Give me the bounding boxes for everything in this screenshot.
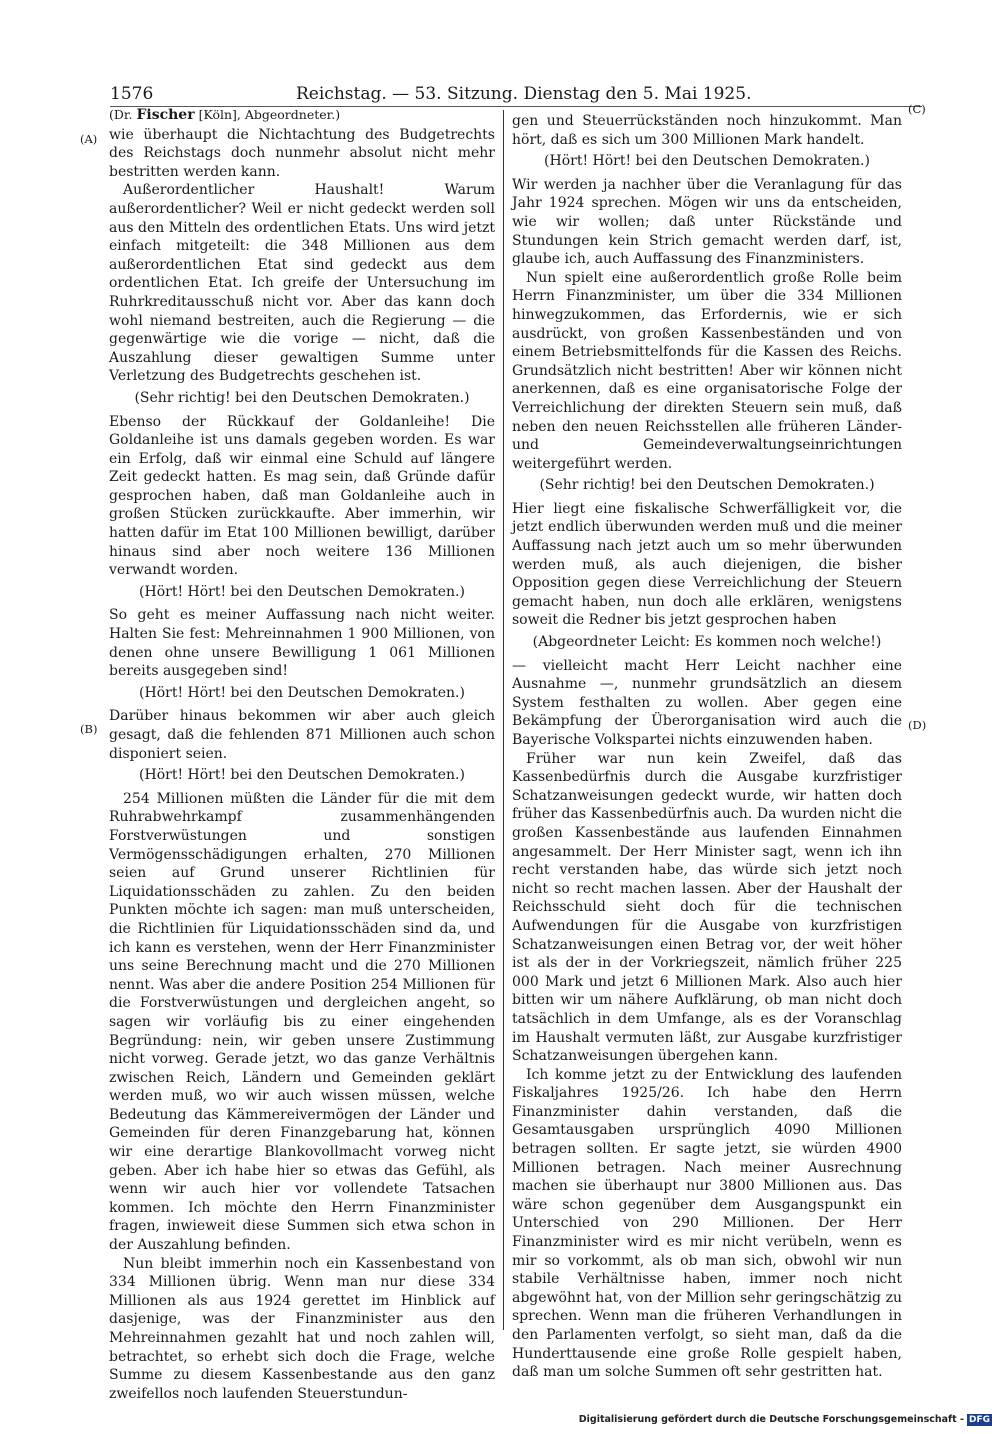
margin-marker-a: (A) — [80, 132, 98, 146]
interjection: (Abgeordneter Leicht: Es kommen noch welche!) — [532, 634, 882, 651]
dfg-logo: DFG — [968, 1415, 990, 1425]
paragraph: Ebenso der Rückkauf der Goldanleihe! Die Goldanleihe ist uns damals gegeben worden. Es war ein Erfolg, daß wir einmal eine Schuld auf längere Zeit gedeckt hatten. Es mag sein, daß Gründe dafür gesprochen haben, daß man Goldanleihe auch in großen Stücken zurückkaufte. Aber immerhin, wir hatten dafür im Etat 100 Millionen bewilligt, darüber hinaus sind aber noch weitere 136 Millionen verwandt worden. — [109, 413, 495, 579]
paragraph: So geht es meiner Auffassung nach nicht weiter. Halten Sie fest: Mehreinnahmen 1 900 Millionen, von denen ohne unsere Bewilligung 1 061 Millionen bereits ausgegeben sind! — [109, 607, 495, 680]
margin-marker-b: (B) — [80, 722, 98, 736]
digitization-credit — [579, 1414, 992, 1426]
credit-text: Digitalisierung gefördert durch die Deutsche Forschungsgemeinschaft - — [578, 1414, 964, 1425]
paragraph: Ich komme jetzt zu der Entwicklung des laufenden Fiskaljahres 1925/26. Ich habe den Herrn Finanzminister dahin verstanden, daß die Gesamtausgaben ursprünglich 4090 Millionen betragen sollten. Er sagte jetzt, sie würden 4900 Millionen betragen. Nach meiner Ausrechnung machen sie überhaupt nur 3800 Millionen aus. Das wäre schon gegenüber dem Ausgangspunkt ein Unterschied von 290 Millionen. Der Herr Finanzminister wird es mir nicht verübeln, wenn es mir so vorkommt, als ob man sich, obwohl wir nun stabile Verhältnisse haben, immer noch nicht abgewöhnt hat, von der Million sehr geringschätzig zu sprechen. Wenn man die früheren Verhandlungen in den Parlamenten verfolgt, so sieht man, daß da die Hunderttausende eine große Rolle gespielt haben, daß man um solche Summen oft sehr gestritten hat. — [512, 1066, 902, 1381]
interjection: (Hört! Hört! bei den Deutschen Demokraten.) — [139, 684, 465, 701]
paragraph: Nun spielt eine außerordentlich große Rolle beim Herrn Finanzminister, um über die 334 Millionen hinwegzukommen, das Erfordernis, wie er sich ausdrückt, von großen Kassenbeständen und von einem Betriebsmittelfonds für die Kassen des Reichs. Grundsätzlich nicht bestritten! Aber wir können nicht anerkennen, daß es eine organisatorische Folge der Verreichlichung der direkten Steuern sein muß, daß neben den neuen Reichsstellen alle früheren Länder- und Gemeindeverwaltungseinrichtungen weitergeführt werden. — [512, 269, 902, 472]
interjection: (Hört! Hört! bei den Deutschen Demokraten.) — [139, 767, 465, 784]
column-divider — [503, 110, 504, 1330]
margin-marker-d: (D) — [908, 718, 927, 732]
paragraph: 254 Millionen müßten die Länder für die mit dem Ruhrabwehrkampf zusammenhängenden Forstverwüstungen und sonstigen Vermögensschädigungen erhalten, 270 Millionen seien auf Grund unserer Richtlinien für Liquidationsschäden zu zahlen. Zu den beiden Punkten möchte ich sagen: man muß unterscheiden, die Richtlinien für Liquidationsschäden sind da, und ich kann es verstehen, wenn der Herr Finanzminister uns seine Berechnung macht und die 270 Millionen nennt. Was aber die andere Position 254 Millionen für die Forstverwüstungen und dergleichen angeht, so sagen wir vorläufig bis zu einer eingehenden Begründung: nein, wir geben unsere Zustimmung nicht vorweg. Gerade jetzt, wo das ganze Verhältnis zwischen Reich, Ländern und Gemeinden geklärt werden muß, wo wir auch wissen müssen, welche Bedeutung das Kämmereivermögen der Länder und Gemeinden für deren Finanzgebarung hat, können wir eine derartige Blankovollmacht vorweg nicht geben. Aber ich habe hier so etwas das Gefühl, als wenn wir auch hier vor vollendete Tatsachen kommen. Ich möchte den Herrn Finanzminister fragen, inwieweit diese Summen sich etwa schon in der Auszahlung befinden. — [109, 790, 495, 1254]
page-number: 1576 — [110, 84, 154, 104]
speaker-line — [109, 106, 495, 125]
interjection: (Hört! Hört! bei den Deutschen Demokraten.) — [544, 153, 870, 170]
paragraph: gen und Steuerrückständen noch hinzukommt. Man hört, daß es sich um 300 Millionen Mark handelt. — [512, 113, 902, 148]
interjection: (Sehr richtig! bei den Deutschen Demokraten.) — [134, 389, 470, 406]
speaker-name: Fischer — [136, 107, 195, 123]
paragraph: Nun bleibt immerhin noch ein Kassenbestand von 334 Millionen übrig. Wenn man nur diese 334 Millionen als aus 1924 gerettet im Hinblick auf dasjenige, was der Finanzminister aus den Mehreinnahmen gezahlt hat und noch zahlen will, betrachtet, so erhebt sich doch die Frage, welche Summe zu diesem Kassenbestande aus den ganz zweifellos noch laufenden Steuerstundun- — [109, 1255, 495, 1402]
paragraph: Außerordentlicher Haushalt! Warum außerordentlicher? Weil er nicht gedeckt werden soll aus den Mitteln des ordentlichen Etats. Uns wird jetzt einfach mitgeteilt: die 348 Millionen aus dem außerordentlichen Etat sind gedeckt aus dem ordentlichen Etat. Ich greife der Untersuchung im Ruhrkreditausschuß nicht vor. Aber das kann doch wohl niemand bestreiten, auch die Regierung — die gegenwärtige wie die vorige — nicht, daß die Auszahlung dieser gewaltigen Summe unter Verletzung des Budgetrechts geschehen ist. — [109, 182, 495, 385]
interjection: (Sehr richtig! bei den Deutschen Demokraten.) — [539, 477, 875, 494]
paragraph: Darüber hinaus bekommen wir aber auch gleich gesagt, daß die fehlenden 871 Millionen auch schon disponiert seien. — [109, 708, 495, 762]
speaker-prefix: (Dr. — [109, 107, 137, 122]
paragraph: Früher war nun kein Zweifel, daß das Kassenbedürfnis durch die Ausgabe kurzfristiger Schatzanweisungen gedeckt wurde, wir hatten doch früher das Kassenbedürfnis auch. Da wurden nicht die großen Kassenbestände aus laufenden Einnahmen angesammelt. Der Herr Minister sagt, wenn ich ihn recht verstanden habe, das würde sich jetzt noch nicht so recht machen lassen. Aber der Haushalt der Reichsschuld sieht doch für die technischen Aufwendungen für die Ausgabe von kurzfristigen Schatzanweisungen einen Betrag vor, der weit höher ist als der in der Vorkriegszeit, nämlich früher 225 000 Mark und jetzt 6 Millionen Mark. Also auch hier bitten wir um nähere Aufklärung, ob man nicht doch tatsächlich in dem Umfange, als es der Voranschlag im Haushalt vermuten läßt, zur Ausgabe kurzfristiger Schatzanweisungen übergehen kann. — [512, 750, 902, 1065]
paragraph: — vielleicht macht Herr Leicht nachher eine Ausnahme —, nunmehr grundsätzlich an diesem System festhalten zu wollen. Aber gegen eine Bekämpfung der Überorganisation wird auch die Bayerische Volkspartei nichts einzuwenden haben. — [512, 657, 902, 748]
paragraph: wie überhaupt die Nichtachtung des Budgetrechts des Reichstags doch nunmehr absolut nicht mehr bestritten werden kann. — [109, 126, 495, 180]
left-column — [109, 106, 495, 1403]
interjection: (Hört! Hört! bei den Deutschen Demokraten.) — [139, 583, 465, 600]
paragraph: Wir werden ja nachher über die Veranlagung für das Jahr 1924 sprechen. Mögen wir uns da entscheiden, wie wir wollen; daß unter Rückstände und Stundungen kein Strich gemacht werden darf, ist, glaube ich, auch Auffassung des Finanzministers. — [512, 176, 902, 268]
right-column — [512, 112, 902, 1382]
paragraph: Hier liegt eine fiskalische Schwerfälligkeit vor, die jetzt endlich überwunden werden muß und die meiner Auffassung nach jetzt auch um so mehr überwunden werden muß, als auch diejenigen, die bisher Opposition gegen diese Verreichlichung der Steuern gemacht haben, nun doch alle erklären, wenigstens soweit die Redner bis jetzt gesprochen haben — [512, 500, 902, 629]
speaker-suffix: [Köln], Abgeordneter.) — [194, 107, 341, 122]
running-title: Reichstag. — 53. Sitzung. Dienstag den 5. Mai 1925. — [296, 84, 752, 104]
page-header — [110, 84, 752, 106]
margin-marker-c: (C) — [908, 102, 926, 116]
